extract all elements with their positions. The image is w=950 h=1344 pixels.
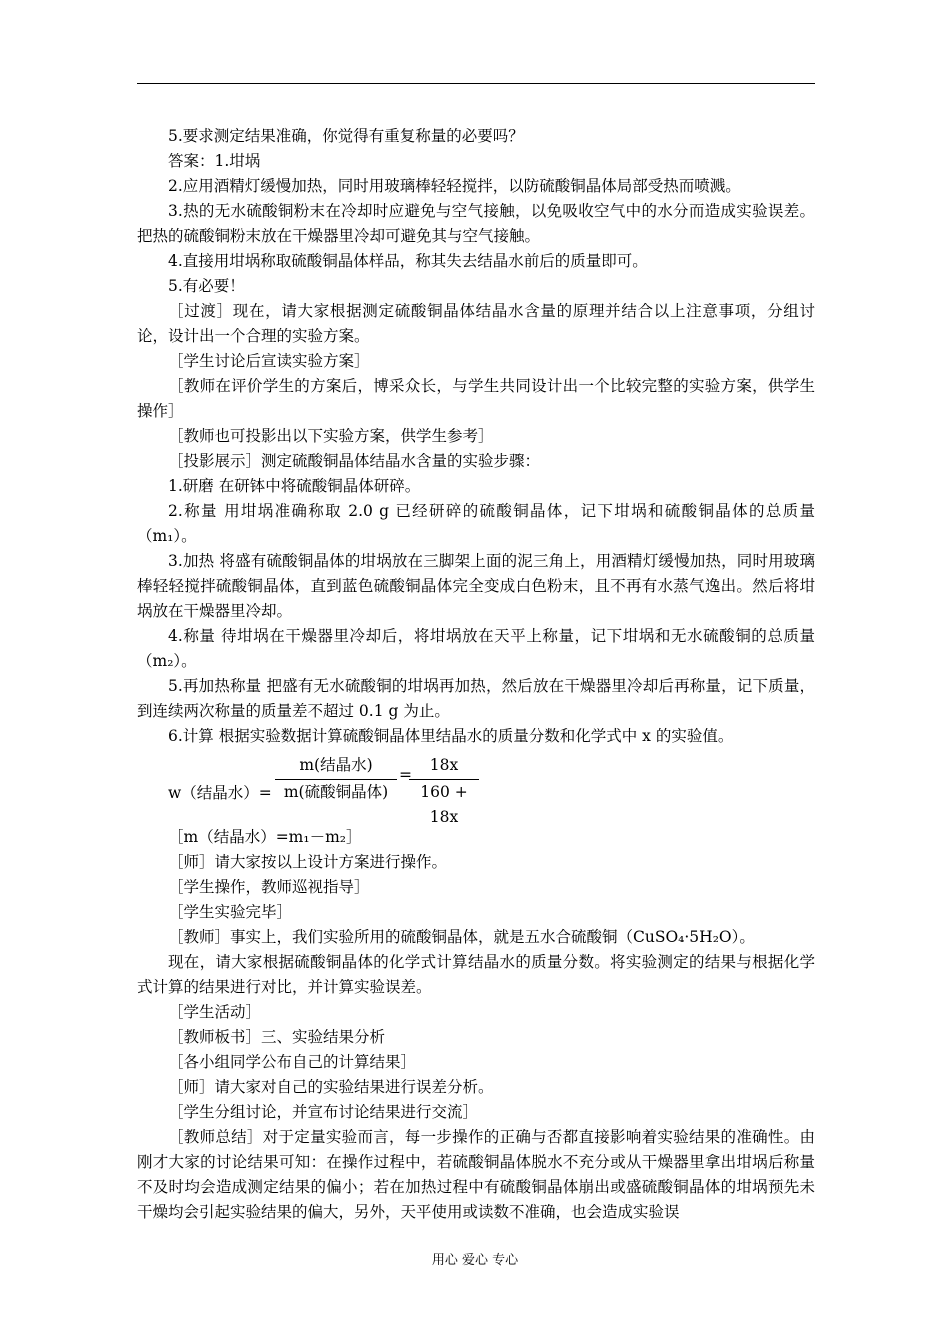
paragraph: ［教师也可投影出以下实验方案，供学生参考］ [168, 427, 494, 445]
paragraph: 1.研磨 在研钵中将硫酸铜晶体研碎。 [168, 477, 421, 495]
formula-equals: = [399, 766, 412, 784]
paragraph: ［学生实验完毕］ [168, 903, 293, 921]
paragraph: 现在，请大家根据硫酸铜晶体的化学式计算结晶水的质量分数。将实验测定的结果与根据化学式计算的结果进行对比，并计算实验误差。 [137, 953, 815, 996]
paragraph: 答案：1.坩埚 [168, 152, 261, 170]
mass-fraction-formula [137, 751, 815, 826]
paragraph: ［学生活动］ [168, 1003, 262, 1021]
paragraph: ［m（结晶水）=m₁－m₂］ [168, 828, 362, 846]
paragraph: 2.称量 用坩埚准确称取 2.0 g 已经研碎的硫酸铜晶体，记下坩埚和硫酸铜晶体的总质量（m₁）。 [137, 502, 815, 545]
formula-denominator-2: 160 + 18x [420, 783, 468, 826]
paragraph: ［投影展示］测定硫酸铜晶体结晶水含量的实验步骤： [168, 452, 541, 470]
header-rule [137, 83, 815, 84]
paragraph: 5.有必要！ [168, 277, 245, 295]
paragraph: 5.再加热称量 把盛有无水硫酸铜的坩埚再加热，然后放在干燥器里冷却后再称量，记下质量，到连续两次称量的质量差不超过 0.1 g 为止。 [137, 677, 815, 720]
paragraph: 4.称量 待坩埚在干燥器里冷却后，将坩埚放在天平上称量，记下坩埚和无水硫酸铜的总质量（m₂）。 [137, 627, 815, 670]
formula-numerator-1: m(结晶水) [275, 753, 397, 780]
formula-lhs: w（结晶水）= [168, 784, 272, 802]
paragraph: ［教师］事实上，我们实验所用的硫酸铜晶体，就是五水合硫酸铜（CuSO₄·5H₂O）。 [168, 928, 755, 946]
paragraph: ［过渡］现在，请大家根据测定硫酸铜晶体结晶水含量的原理并结合以上注意事项，分组讨论，设计出一个合理的实验方案。 [137, 302, 815, 345]
paragraph: ［各小组同学公布自己的计算结果］ [168, 1053, 417, 1071]
paragraph: ［学生分组讨论，并宣布讨论结果进行交流］ [168, 1103, 479, 1121]
paragraph: 5.要求测定结果准确，你觉得有重复称量的必要吗？ [168, 127, 524, 145]
paragraph: ［学生讨论后宣读实验方案］ [168, 352, 370, 370]
formula-denominator-1: m(硫酸铜晶体) [283, 783, 389, 801]
paragraph: ［教师板书］三、实验结果分析 [168, 1028, 386, 1046]
paragraph: ［教师在评价学生的方案后，博采众长，与学生共同设计出一个比较完整的实验方案，供学生操作］ [137, 377, 815, 420]
paragraph: ［教师总结］对于定量实验而言，每一步操作的正确与否都直接影响着实验结果的准确性。由刚才大家的讨论结果可知：在操作过程中，若硫酸铜晶体脱水不充分或从干燥器里拿出坩埚后称量不及时均会造成测定结果的偏小；若在加热过程中有硫酸铜晶体崩出或盛硫酸铜晶体的坩埚预先未干燥均会引起实验结果的偏大，另外，天平使用或读数不准确，也会造成实验误 [137, 1128, 815, 1221]
formula-fraction-1 [275, 753, 397, 805]
paragraph: 2.应用酒精灯缓慢加热，同时用玻璃棒轻轻搅拌，以防硫酸铜晶体局部受热而喷溅。 [168, 177, 741, 195]
paragraph: 3.加热 将盛有硫酸铜晶体的坩埚放在三脚架上面的泥三角上，用酒精灯缓慢加热，同时用玻璃棒轻轻搅拌硫酸铜晶体，直到蓝色硫酸铜晶体完全变成白色粉末，且不再有水蒸气逸出。然后将坩埚放在干燥器里冷却。 [137, 552, 815, 620]
formula-numerator-2: 18x [409, 753, 479, 780]
paragraph: 4.直接用坩埚称取硫酸铜晶体样品，称其失去结晶水前后的质量即可。 [168, 252, 648, 270]
paragraph: ［学生操作，教师巡视指导］ [168, 878, 370, 896]
paragraph: 3.热的无水硫酸铜粉末在冷却时应避免与空气接触，以免吸收空气中的水分而造成实验误差。把热的硫酸铜粉末放在干燥器里冷却可避免其与空气接触。 [137, 202, 815, 245]
paragraph: 6.计算 根据实验数据计算硫酸铜晶体里结晶水的质量分数和化学式中 x 的实验值。 [168, 727, 734, 745]
paragraph: ［师］请大家对自己的实验结果进行误差分析。 [168, 1078, 494, 1096]
paragraph: ［师］请大家按以上设计方案进行操作。 [168, 853, 448, 871]
formula-fraction-2 [409, 753, 479, 830]
page-footer: 用心 爱心 专心 [431, 1253, 519, 1268]
document-body [137, 124, 815, 1225]
